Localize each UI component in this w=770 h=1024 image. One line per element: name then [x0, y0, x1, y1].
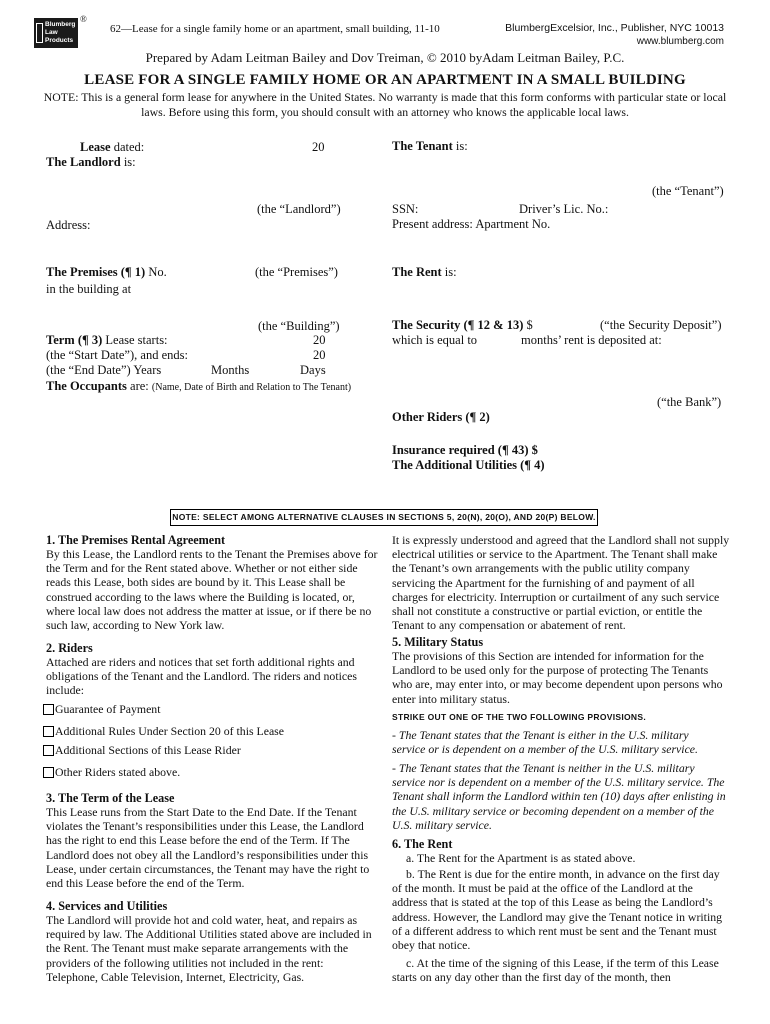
section-6-b: b. The Rent is due for the entire month, in advance on the first day of the month. It must be paid at the office of the Landlord at the address that is stated at the top of this Lease as being the Landlord’s address. However, the Landlord may give the Tenant notice in writing of a different address to which rent must be sent and the Tenant must obey that notice.: [392, 867, 723, 953]
section-1-body: By this Lease, the Landlord rents to the Tenant the Premises above for the Term and for the Rent stated above. Whether or not either side reads this Lease, both sides are bound by it. This Lease shall be construed according to the laws where the Building is located, or, where local law does not address the matter at issue, or if there be no such law, according to New York law.: [46, 547, 378, 633]
rider-additional-sections[interactable]: Additional Sections of this Lease Rider: [43, 743, 241, 758]
logo-text: Blumberg Law Products: [45, 21, 76, 44]
section-4-title: 4. Services and Utilities: [46, 899, 168, 913]
months-rent-label: months’ rent is deposited at:: [521, 333, 662, 347]
checkbox-icon[interactable]: [43, 704, 54, 715]
rider-additional-rules[interactable]: Additional Rules Under Section 20 of this Lease: [43, 724, 284, 739]
tenant-definition: (the “Tenant”): [652, 184, 724, 198]
section-6-a: a. The Rent for the Apartment is as stated above.: [406, 851, 636, 865]
start-date-label: (the “Start Date”), and ends:: [46, 348, 188, 362]
blumberg-logo: [34, 18, 78, 48]
months-label: Months: [211, 363, 250, 377]
checkbox-icon[interactable]: [43, 726, 54, 737]
term-line: Term (¶ 3) Lease starts:: [46, 333, 168, 347]
additional-utilities-label: The Additional Utilities (¶ 4): [392, 458, 545, 472]
military-alternative-2: - The Tenant states that the Tenant is neither in the U.S. military service nor is dependent on a member of the U.S. military service. The Tenant shall inform the Landlord within ten (10) days after enlisting in the U.S. military service or becoming dependent on a member of the U.S. military service.: [392, 761, 726, 832]
ssn-label: SSN:: [392, 202, 419, 216]
select-alternatives-note: NOTE: SELECT AMONG ALTERNATIVE CLAUSES IN SECTIONS 5, 20(N), 20(O), AND 20(P) BELOW.: [170, 509, 598, 526]
checkbox-icon[interactable]: [43, 767, 54, 778]
security-line: The Security (¶ 12 & 13) $: [392, 318, 533, 332]
drivers-license-label: Driver’s Lic. No.:: [519, 202, 609, 216]
section-3-title: 3. The Term of the Lease: [46, 791, 175, 805]
landlord-line: The Landlord is:: [46, 155, 136, 169]
rent-line: The Rent is:: [392, 265, 457, 279]
start-year: 20: [313, 333, 326, 347]
section-4-continued: It is expressly understood and agreed that the Landlord shall not supply electrical utilities or service to the Apartment. The Tenant shall make the Tenant’s own arrangements with the public utility company servicing the Apartment for the furnishing of and payment of all charges for electricity. Interruption or curtailment of any such service shall not constitute a constructive or partial eviction, or entitle the Tenant to any compensation or abatement of rent.: [392, 533, 730, 633]
website: www.blumberg.com: [636, 36, 724, 47]
section-2-body: Attached are riders and notices that set forth additional rights and obligations of the Tenant and the Landlord. The riders and notices include:: [46, 655, 357, 698]
section-1-title: 1. The Premises Rental Agreement: [46, 533, 226, 547]
present-address-label: Present address: Apartment No.: [392, 217, 551, 231]
security-definition: (“the Security Deposit”): [600, 318, 722, 332]
general-note: NOTE: This is a general form lease for anywhere in the United States. No warranty is made that this form conforms with particular state or local laws. Before using this form, you should consult with an attorney who knows the applicable local laws.: [43, 90, 727, 119]
bank-definition: (“the Bank”): [657, 395, 722, 409]
end-year: 20: [313, 348, 326, 362]
tenant-line: The Tenant is:: [392, 139, 468, 153]
landlord-definition: (the “Landlord”): [257, 202, 341, 216]
section-6-c: c. At the time of the signing of this Lease, if the term of this Lease starts on any day other than the first day of the month, then: [392, 956, 719, 985]
logo-mark-icon: [36, 23, 43, 43]
lease-title: LEASE FOR A SINGLE FAMILY HOME OR AN APARTMENT IN A SMALL BUILDING: [84, 72, 686, 88]
section-4-body: The Landlord will provide hot and cold water, heat, and repairs as required by law. The Additional Utilities stated above are included in the Rent. The Tenant must make separate arrangements with the providers of the following utilities not included in the rent: Telephone, Cable Television, Internet, Electricity, Gas.: [46, 913, 372, 984]
address-label: Address:: [46, 218, 91, 232]
premises-line: The Premises (¶ 1) No.: [46, 265, 167, 279]
section-2-title: 2. Riders: [46, 641, 93, 655]
section-5-title: 5. Military Status: [392, 635, 484, 649]
rider-guarantee[interactable]: Guarantee of Payment: [43, 702, 160, 717]
other-riders-label: Other Riders (¶ 2): [392, 410, 490, 424]
section-6-title: 6. The Rent: [392, 837, 453, 851]
lease-year: 20: [312, 140, 325, 154]
occupants-line: The Occupants are: (Name, Date of Birth and Relation to The Tenant): [46, 379, 352, 393]
section-3-body: This Lease runs from the Start Date to the End Date. If the Tenant violates the Tenant’s responsibilities under this Lease, the Landlord has the right to end this Lease before the end of the Term. If The Landlord does not obey all the Landlord’s responsibilities under this Lease, under certain circumstances, the Tenant may have the right to end this Lease before the end of the Term.: [46, 805, 370, 891]
end-date-label: (the “End Date”) Years: [46, 363, 162, 377]
publisher: BlumbergExcelsior, Inc., Publisher, NYC 10013: [505, 22, 724, 34]
equal-to-label: which is equal to: [392, 333, 478, 347]
form-line: 62—Lease for a single family home or an apartment, small building, 11-10: [110, 23, 440, 35]
section-5-body: The provisions of this Section are intended for information for the Landlord to be used only for the purpose of protecting The Tenants who are, may enter into, or may become dependent upon persons who enter into military status.: [392, 649, 723, 706]
days-label: Days: [300, 363, 326, 377]
premises-definition: (the “Premises”): [255, 265, 338, 279]
checkbox-icon[interactable]: [43, 745, 54, 756]
prepared-by: Prepared by Adam Leitman Bailey and Dov Treiman, © 2010 byAdam Leitman Bailey, P.C.: [145, 50, 625, 65]
building-definition: (the “Building”): [258, 319, 340, 333]
registered-mark: ®: [80, 14, 87, 24]
insurance-label: Insurance required (¶ 43) $: [392, 443, 538, 457]
in-building-label: in the building at: [46, 282, 132, 296]
military-alternative-1: - The Tenant states that the Tenant is either in the U.S. military service or is dependent on a member of the U.S. military service.: [392, 728, 698, 757]
rider-other[interactable]: Other Riders stated above.: [43, 765, 180, 780]
lease-dated-line: Lease dated:: [80, 140, 145, 154]
strike-out-instruction: STRIKE OUT ONE OF THE TWO FOLLOWING PROVISIONS.: [392, 712, 646, 722]
